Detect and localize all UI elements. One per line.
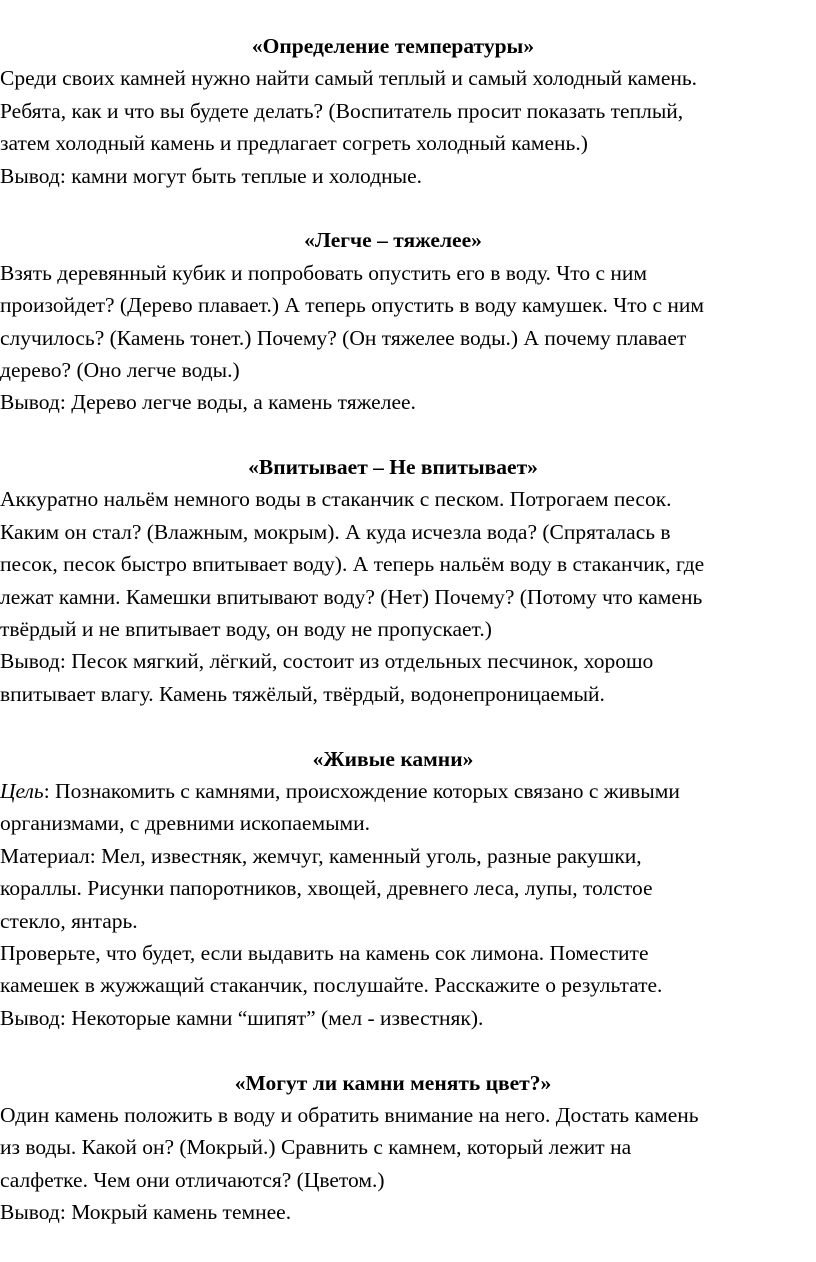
section-title bbox=[0, 743, 816, 775]
section-title-text: «Живые камни» bbox=[312, 746, 474, 771]
paragraph-line: затем холодный камень и предлагает согреть холодный камень.) bbox=[0, 131, 588, 156]
conclusion-line: впитывает влагу. Камень тяжёлый, твёрдый, водонепроницаемый. bbox=[0, 681, 605, 706]
section-title bbox=[0, 451, 816, 483]
conclusion-line: Вывод: Мокрый камень темнее. bbox=[0, 1200, 292, 1225]
goal-text: : Познакомить с камнями, происхождение которых связано с живыми bbox=[43, 778, 680, 803]
conclusion-line: Вывод: Песок мягкий, лёгкий, состоит из отдельных песчинок, хорошо bbox=[0, 649, 654, 674]
paragraph-line: из воды. Какой он? (Мокрый.) Сравнить с камнем, который лежит на bbox=[0, 1135, 632, 1160]
paragraph-line: салфетке. Чем они отличаются? (Цветом.) bbox=[0, 1167, 385, 1192]
section-title bbox=[0, 30, 816, 62]
paragraph-line: Каким он стал? (Влажным, мокрым). А куда исчезла вода? (Спряталась в bbox=[0, 519, 671, 544]
section-title-text: «Могут ли камни менять цвет?» bbox=[234, 1070, 552, 1095]
section-title-text: «Впитывает – Не впитывает» bbox=[248, 455, 538, 480]
section-temperature bbox=[0, 30, 816, 192]
paragraph-line: случилось? (Камень тонет.) Почему? (Он тяжелее воды.) А почему плавает bbox=[0, 325, 687, 350]
material-line: Материал: Мел, известняк, жемчуг, каменный уголь, разные ракушки, bbox=[0, 843, 642, 868]
goal-line bbox=[0, 775, 816, 807]
conclusion-line: Вывод: Некоторые камни “шипят” (мел - известняк). bbox=[0, 1005, 484, 1030]
paragraph-line: Среди своих камней нужно найти самый теплый и самый холодный камень. bbox=[0, 66, 698, 91]
section-absorbs bbox=[0, 451, 816, 710]
paragraph-line: Аккуратно нальём немного воды в стаканчик с песком. Потрогаем песок. bbox=[0, 487, 672, 512]
section-title bbox=[0, 1067, 816, 1099]
section-title bbox=[0, 224, 816, 256]
paragraph-line: твёрдый и не впитывает воду, он воду не пропускает.) bbox=[0, 617, 492, 642]
paragraph-line: камешек в жужжащий стаканчик, послушайте. Расскажите о результате. bbox=[0, 973, 663, 998]
section-title-text: «Легче – тяжелее» bbox=[304, 228, 482, 253]
document-page bbox=[0, 30, 816, 1261]
conclusion-line: Вывод: камни могут быть теплые и холодные. bbox=[0, 163, 423, 188]
paragraph-line: лежат камни. Камешки впитывают воду? (Нет) Почему? (Потому что камень bbox=[0, 584, 703, 609]
paragraph-line: Один камень положить в воду и обратить внимание на него. Достать камень bbox=[0, 1102, 699, 1127]
paragraph-line: Взять деревянный кубик и попробовать опустить его в воду. Что с ним bbox=[0, 260, 647, 285]
paragraph-line: организмами, с древними ископаемыми. bbox=[0, 811, 371, 836]
paragraph-line: кораллы. Рисунки папоротников, хвощей, древнего леса, лупы, толстое bbox=[0, 876, 653, 901]
paragraph-line: произойдет? (Дерево плавает.) А теперь опустить в воду камушек. Что с ним bbox=[0, 293, 705, 318]
section-living-stones bbox=[0, 743, 816, 1035]
paragraph-line: песок, песок быстро впитывает воду). А теперь нальём воду в стаканчик, где bbox=[0, 552, 705, 577]
paragraph-line: стекло, янтарь. bbox=[0, 908, 138, 933]
conclusion-line: Вывод: Дерево легче воды, а камень тяжелее. bbox=[0, 390, 416, 415]
paragraph-line: Проверьте, что будет, если выдавить на камень сок лимона. Поместите bbox=[0, 940, 649, 965]
section-title-text: «Определение температуры» bbox=[251, 34, 535, 58]
goal-label: Цель bbox=[0, 778, 44, 803]
section-lighter-heavier bbox=[0, 224, 816, 418]
paragraph-line: Ребята, как и что вы будете делать? (Воспитатель просит показать теплый, bbox=[0, 98, 684, 123]
section-color-change bbox=[0, 1067, 816, 1229]
paragraph-line: дерево? (Оно легче воды.) bbox=[0, 357, 240, 382]
